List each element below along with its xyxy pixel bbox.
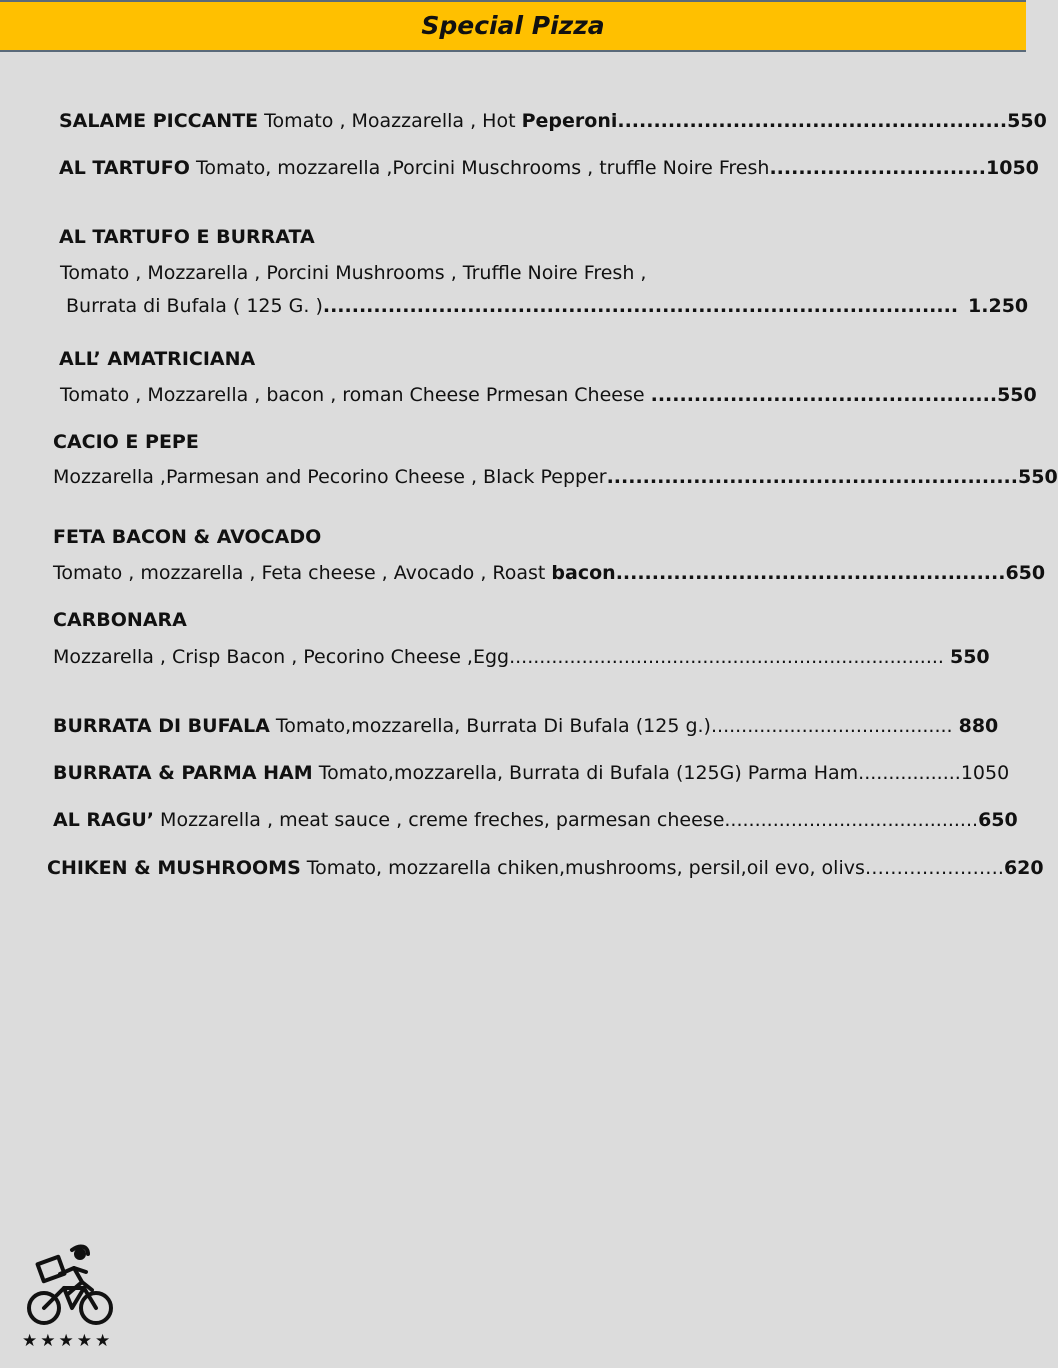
item-description: Tomato , Moazzarella , Hot — [258, 110, 522, 132]
menu-item-al-tartufo-e-burrata-desc: Tomato , Mozzarella , Porcini Mushrooms , Truffle Noire Fresh , — [60, 262, 647, 284]
leader-dots: ........................................ — [710, 715, 959, 737]
menu-item-al-tartufo — [59, 156, 1039, 180]
leader-dots: ...................................................... — [617, 110, 1008, 132]
item-name: AL RAGU’ — [53, 809, 155, 831]
delivery-cyclist-icon — [20, 1244, 120, 1328]
menu-item-carbonara-name: CARBONARA — [53, 609, 187, 631]
item-description: Tomato, mozzarella chiken,mushrooms, persil,oil evo, olivs — [300, 857, 865, 879]
item-description: Tomato, mozzarella ,Porcini Muschrooms , truffle Noire Fresh — [189, 157, 770, 179]
item-name: BURRATA DI BUFALA — [53, 715, 270, 737]
item-description: Mozzarella , meat sauce , creme freches, parmesan cheese — [154, 809, 725, 831]
item-description-bold: bacon — [551, 562, 616, 584]
item-price: 550 — [997, 384, 1037, 406]
item-price: 1.250 — [968, 295, 1029, 317]
item-description: Burrata di Bufala ( 125 G. ) — [66, 295, 323, 317]
item-price: 620 — [1003, 857, 1044, 879]
menu-item-feta-bacon-avocado-line — [53, 561, 1045, 585]
item-description: Tomato , mozzarella , Feta cheese , Avocado , Roast — [53, 562, 552, 584]
menu-item-cacio-e-pepe-line — [53, 465, 1058, 489]
menu-item-chiken-mushrooms — [47, 856, 1044, 880]
menu-item-al-tartufo-e-burrata-line2 — [66, 294, 1028, 318]
item-name: SALAME PICCANTE — [59, 110, 259, 132]
leader-dots: …………………. — [864, 857, 1004, 879]
leader-dots: .............................. — [769, 157, 986, 179]
leader-dots: ........................................................................ — [509, 646, 950, 668]
item-price: 650 — [1005, 562, 1046, 584]
item-price: 550 — [949, 646, 990, 668]
item-description-bold: Peperoni — [521, 110, 618, 132]
item-price: 1050 — [960, 762, 1010, 784]
menu-item-amatriciana-line — [60, 383, 1037, 407]
leader-dots: ................................................ — [650, 384, 998, 406]
menu-item-burrata-parma-ham — [53, 761, 1009, 785]
menu-item-burrata-di-bufala — [53, 714, 998, 738]
menu-item-al-tartufo-e-burrata-name: AL TARTUFO E BURRATA — [59, 226, 315, 248]
item-description: Tomato , Mozzarella , bacon , roman Cheese Prmesan Cheese — [60, 384, 651, 406]
menu-item-amatriciana-name: ALL’ AMATRICIANA — [59, 348, 256, 370]
item-name: BURRATA & PARMA HAM — [53, 762, 313, 784]
item-price: 550 — [1018, 466, 1058, 488]
menu-item-al-ragu — [53, 808, 1018, 832]
item-description: Tomato,mozzarella, Burrata Di Bufala (125 g.) — [269, 715, 711, 737]
item-name: CHIKEN & MUSHROOMS — [47, 857, 301, 879]
item-description: Tomato,mozzarella, Burrata di Bufala (125G) Parma Ham — [312, 762, 859, 784]
menu-item-cacio-e-pepe-name: CACIO E PEPE — [53, 431, 199, 453]
item-price: 550 — [1007, 110, 1047, 132]
item-price: 650 — [978, 809, 1018, 831]
rating-stars: ★★★★★ — [22, 1331, 114, 1351]
item-description: Mozzarella , Crisp Bacon , Pecorino Cheese ,Egg — [53, 646, 510, 668]
page-title: Special Pizza — [421, 11, 605, 40]
item-description: Mozzarella ,Parmesan and Pecorino Cheese , Black Pepper — [53, 466, 607, 488]
delivery-logo — [20, 1244, 120, 1350]
leader-dots: ...................................................... — [615, 562, 1006, 584]
leader-dots: ................. — [858, 762, 961, 784]
leader-dots: ........................................................................................ — [322, 295, 959, 317]
leader-dots: .......................................... — [724, 809, 979, 831]
menu-item-feta-bacon-avocado-name: FETA BACON & AVOCADO — [53, 526, 322, 548]
leader-dots: ......................................................... — [606, 466, 1018, 488]
header-bar — [0, 0, 1026, 52]
menu-item-carbonara-line — [53, 645, 990, 669]
item-name: AL TARTUFO — [59, 157, 190, 179]
menu-item-salame-piccante — [59, 109, 1047, 133]
item-price: 880 — [958, 715, 999, 737]
item-price: 1050 — [986, 157, 1039, 179]
